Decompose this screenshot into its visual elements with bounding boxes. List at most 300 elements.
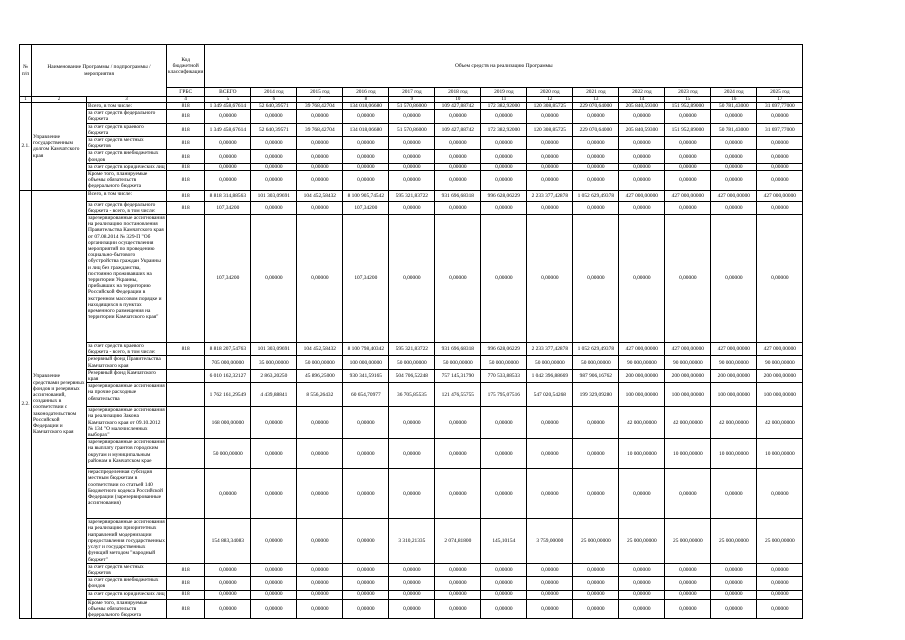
value-cell: 0,00000 — [527, 469, 573, 519]
value-cell: 1 042 396,88669 — [527, 369, 573, 382]
value-cell: 25 000,00000 — [619, 519, 665, 563]
value-cell: 0,00000 — [343, 407, 389, 439]
value-cell: 3 759,00000 — [527, 519, 573, 563]
value-cell: 134 018,06680 — [343, 123, 389, 136]
value-cell: 0,00000 — [205, 110, 251, 123]
column-number: 14 — [619, 97, 665, 103]
value-cell: 0,00000 — [665, 563, 711, 576]
value-cell: 0,00000 — [297, 150, 343, 163]
value-cell: 0,00000 — [435, 150, 481, 163]
section-2-2-row — [20, 563, 803, 576]
value-cell: 0,00000 — [297, 563, 343, 576]
row-grbs: 818 — [167, 137, 205, 150]
value-cell: 0,00000 — [297, 519, 343, 563]
value-cell: 0,00000 — [757, 137, 803, 150]
row-grbs — [167, 519, 205, 563]
value-cell: 427 000,00000 — [711, 343, 757, 356]
section-2-1-row — [20, 150, 803, 163]
value-cell: 427 000,00000 — [619, 343, 665, 356]
value-cell: 0,00000 — [435, 577, 481, 590]
value-cell: 0,00000 — [435, 407, 481, 439]
value-cell: 120 308,85725 — [527, 103, 573, 110]
row-grbs — [167, 215, 205, 343]
value-cell: 0,00000 — [527, 137, 573, 150]
value-cell: 0,00000 — [389, 110, 435, 123]
section-2-2-row — [20, 369, 803, 382]
section-2-2-row — [20, 215, 803, 343]
value-cell: 154 883,34083 — [205, 519, 251, 563]
section-2-1-row — [20, 137, 803, 150]
section-2-2-number: 2.2. — [20, 190, 32, 618]
value-cell: 930 341,59165 — [343, 369, 389, 382]
section-2-1-row — [20, 123, 803, 136]
value-cell: 172 382,92000 — [481, 103, 527, 110]
value-cell: 0,00000 — [389, 590, 435, 599]
value-cell: 0,00000 — [757, 590, 803, 599]
value-cell: 427 000,00000 — [757, 190, 803, 201]
value-cell: 0,00000 — [757, 215, 803, 343]
value-cell: 0,00000 — [527, 407, 573, 439]
value-cell: 4 439,88841 — [251, 383, 297, 407]
value-cell: 996 628,06229 — [481, 190, 527, 201]
value-cell: 109 427,88742 — [435, 103, 481, 110]
value-cell: 0,00000 — [251, 137, 297, 150]
value-cell: 25 000,00000 — [665, 519, 711, 563]
value-cell: 0,00000 — [573, 215, 619, 343]
value-cell: 0,00000 — [481, 171, 527, 191]
value-cell: 0,00000 — [619, 577, 665, 590]
value-cell: 987 906,16762 — [573, 369, 619, 382]
value-cell: 60 654,70977 — [343, 383, 389, 407]
row-grbs — [167, 369, 205, 382]
value-cell: 0,00000 — [573, 137, 619, 150]
column-number: 5 — [205, 97, 251, 103]
value-cell: 3 310,21335 — [389, 519, 435, 563]
value-cell: 104 452,58432 — [297, 190, 343, 201]
value-cell: 0,00000 — [619, 163, 665, 170]
row-description: резервный фонд Правительства Камчатского края — [87, 356, 167, 369]
value-cell: 0,00000 — [297, 163, 343, 170]
column-number: 7 — [297, 97, 343, 103]
section-2-2-organization: Управление средствами резервных фондов и резервных ассигнований, созданных в соответствии с законодательством Российской Федерации и Камчатского края — [32, 190, 87, 618]
value-cell: 0,00000 — [205, 163, 251, 170]
value-cell: 0,00000 — [297, 137, 343, 150]
value-cell: 0,00000 — [665, 590, 711, 599]
value-cell: 0,00000 — [527, 150, 573, 163]
value-cell: 8 100 905,74542 — [343, 190, 389, 201]
value-cell: 0,00000 — [711, 469, 757, 519]
row-description: Кроме того, планируемые объемы обязательств федерального бюджета — [87, 599, 167, 619]
row-grbs: 818 — [167, 201, 205, 214]
column-number: 13 — [573, 97, 619, 103]
section-2-1-organization: Управление государственным долгом Камчатского края — [32, 103, 87, 191]
row-description: за счет средств внебюджетных фондов — [87, 577, 167, 590]
value-cell: 151 952,89000 — [665, 103, 711, 110]
value-cell: 0,00000 — [297, 439, 343, 469]
header-name: Наименование Программы / подпрограммы / мероприятия — [32, 45, 167, 97]
value-cell: 0,00000 — [389, 577, 435, 590]
value-cell: 0,00000 — [481, 163, 527, 170]
column-number: 8 — [343, 97, 389, 103]
row-description: Кроме того, планируемые объемы обязательств федерального бюджета — [87, 171, 167, 191]
value-cell: 0,00000 — [757, 150, 803, 163]
year-header: 2024 год — [711, 88, 757, 97]
value-cell: 0,00000 — [205, 599, 251, 619]
value-cell: 200 000,00000 — [711, 369, 757, 382]
value-cell: 0,00000 — [343, 110, 389, 123]
value-cell: 0,00000 — [757, 577, 803, 590]
value-cell: 427 000,00000 — [757, 343, 803, 356]
column-number: 9 — [389, 97, 435, 103]
value-cell: 100 000,00000 — [343, 356, 389, 369]
value-cell: 0,00000 — [205, 137, 251, 150]
value-cell: 0,00000 — [711, 563, 757, 576]
value-cell: 8 818 207,54763 — [205, 343, 251, 356]
value-cell: 0,00000 — [527, 215, 573, 343]
value-cell: 0,00000 — [573, 201, 619, 214]
value-cell: 0,00000 — [251, 150, 297, 163]
value-cell: 0,00000 — [573, 110, 619, 123]
value-cell: 0,00000 — [711, 201, 757, 214]
value-cell: 0,00000 — [711, 599, 757, 619]
value-cell: 0,00000 — [527, 590, 573, 599]
value-cell: 205 840,59300 — [619, 103, 665, 110]
year-header: 2020 год — [527, 88, 573, 97]
section-2-1-row — [20, 171, 803, 191]
value-cell: 757 145,31790 — [435, 369, 481, 382]
value-cell: 0,00000 — [251, 577, 297, 590]
value-cell: 996 628,06229 — [481, 343, 527, 356]
row-grbs: 818 — [167, 123, 205, 136]
value-cell: 200 000,00000 — [665, 369, 711, 382]
value-cell: 0,00000 — [665, 171, 711, 191]
value-cell: 0,00000 — [527, 110, 573, 123]
value-cell: 0,00000 — [665, 137, 711, 150]
value-cell: 0,00000 — [251, 590, 297, 599]
year-header: 2015 год — [297, 88, 343, 97]
value-cell: 0,00000 — [527, 201, 573, 214]
row-grbs — [167, 469, 205, 519]
value-cell: 0,00000 — [297, 407, 343, 439]
section-2-1-row — [20, 103, 803, 110]
program-funding-table — [19, 44, 803, 619]
row-description: за счет средств внебюджетных фондов — [87, 150, 167, 163]
column-number: 15 — [665, 97, 711, 103]
value-cell: 0,00000 — [619, 563, 665, 576]
value-cell: 0,00000 — [711, 137, 757, 150]
value-cell: 0,00000 — [573, 150, 619, 163]
value-cell: 35 000,00000 — [251, 356, 297, 369]
value-cell: 107,34200 — [343, 215, 389, 343]
value-cell: 0,00000 — [481, 150, 527, 163]
row-description: зарезервированные ассигнования на прочие расходные обязательства — [87, 383, 167, 407]
value-cell: 504 706,52248 — [389, 369, 435, 382]
value-cell: 0,00000 — [665, 599, 711, 619]
value-cell: 0,00000 — [711, 215, 757, 343]
value-cell: 10 000,00000 — [665, 439, 711, 469]
value-cell: 0,00000 — [343, 599, 389, 619]
value-cell: 0,00000 — [343, 137, 389, 150]
year-header: 2016 год — [343, 88, 389, 97]
value-cell: 51 570,86000 — [389, 103, 435, 110]
value-cell: 0,00000 — [251, 110, 297, 123]
row-description: за счет средств юридических лиц — [87, 590, 167, 599]
row-grbs — [167, 383, 205, 407]
value-cell: 0,00000 — [573, 577, 619, 590]
value-cell: 107,34200 — [343, 201, 389, 214]
value-cell: 31 697,77000 — [757, 123, 803, 136]
value-cell: 6 010 162,32127 — [205, 369, 251, 382]
year-header: 2017 год — [389, 88, 435, 97]
value-cell: 0,00000 — [573, 590, 619, 599]
value-cell: 0,00000 — [757, 201, 803, 214]
value-cell: 0,00000 — [481, 201, 527, 214]
value-cell: 0,00000 — [435, 137, 481, 150]
value-cell: 0,00000 — [665, 201, 711, 214]
year-header: 2022 год — [619, 88, 665, 97]
value-cell: 50 000,00000 — [573, 356, 619, 369]
value-cell: 0,00000 — [527, 563, 573, 576]
value-cell: 0,00000 — [251, 215, 297, 343]
value-cell: 0,00000 — [573, 439, 619, 469]
value-cell: 0,00000 — [205, 577, 251, 590]
section-2-2-row — [20, 599, 803, 619]
value-cell: 1 349 458,67614 — [205, 123, 251, 136]
value-cell: 90 000,00000 — [619, 356, 665, 369]
value-cell: 200 000,00000 — [619, 369, 665, 382]
value-cell: 25 000,00000 — [573, 519, 619, 563]
value-cell: 0,00000 — [665, 215, 711, 343]
value-cell: 229 070,64000 — [573, 123, 619, 136]
section-2-1-row — [20, 110, 803, 123]
value-cell: 427 000,00000 — [711, 190, 757, 201]
value-cell: 0,00000 — [619, 150, 665, 163]
value-cell: 0,00000 — [389, 599, 435, 619]
value-cell: 107,34200 — [205, 201, 251, 214]
value-cell: 0,00000 — [481, 407, 527, 439]
value-cell: 0,00000 — [435, 163, 481, 170]
value-cell: 175 795,07516 — [481, 383, 527, 407]
value-cell: 0,00000 — [251, 407, 297, 439]
value-cell: 0,00000 — [711, 590, 757, 599]
column-number: 17 — [757, 97, 803, 103]
value-cell: 0,00000 — [205, 150, 251, 163]
value-cell: 0,00000 — [251, 599, 297, 619]
value-cell: 0,00000 — [573, 599, 619, 619]
row-description: за счет средств юридических лиц — [88, 163, 165, 170]
value-cell: 0,00000 — [711, 577, 757, 590]
value-cell: 0,00000 — [435, 171, 481, 191]
value-cell: 0,00000 — [481, 577, 527, 590]
value-cell: 151 952,89000 — [665, 123, 711, 136]
value-cell: 0,00000 — [573, 563, 619, 576]
value-cell: 0,00000 — [711, 163, 757, 170]
value-cell: 101 303,09691 — [251, 343, 297, 356]
column-number: 3 — [87, 97, 167, 103]
value-cell: 50 000,00000 — [435, 356, 481, 369]
value-cell: 0,00000 — [297, 577, 343, 590]
value-cell: 0,00000 — [297, 469, 343, 519]
value-cell: 427 000,00000 — [665, 343, 711, 356]
value-cell: 25 000,00000 — [757, 519, 803, 563]
value-cell: 0,00000 — [343, 163, 389, 170]
value-cell: 0,00000 — [527, 171, 573, 191]
value-cell: 0,00000 — [389, 163, 435, 170]
header-volume: Объем средств на реализацию Программы — [205, 45, 803, 88]
value-cell: 2 233 377,42878 — [527, 343, 573, 356]
value-cell: 10 000,00000 — [711, 439, 757, 469]
value-cell: 42 000,00000 — [711, 407, 757, 439]
row-description: за счет средств краевого бюджета — [87, 123, 167, 136]
column-number: 4 — [167, 97, 205, 103]
value-cell: 0,00000 — [619, 171, 665, 191]
value-cell: 427 000,00000 — [619, 190, 665, 201]
row-grbs: 818 — [167, 103, 205, 110]
value-cell: 0,00000 — [343, 590, 389, 599]
row-description: зарезервированные ассигнования на реализацию Закона Камчатского края от 09.10.2012 № 134 "О малочисленных выборах" — [88, 407, 165, 439]
value-cell: 0,00000 — [435, 201, 481, 214]
value-cell: 0,00000 — [619, 137, 665, 150]
value-cell: 0,00000 — [619, 599, 665, 619]
value-cell: 8 556,26432 — [297, 383, 343, 407]
value-cell: 100 000,00000 — [711, 383, 757, 407]
value-cell: 0,00000 — [481, 215, 527, 343]
value-cell: 0,00000 — [711, 171, 757, 191]
row-grbs: 818 — [167, 190, 205, 201]
value-cell: 0,00000 — [757, 469, 803, 519]
column-number: 1 — [20, 97, 32, 103]
value-cell: 205 840,59300 — [619, 123, 665, 136]
value-cell: 0,00000 — [435, 469, 481, 519]
value-cell: 595 321,83722 — [389, 343, 435, 356]
section-2-1-row — [20, 163, 803, 170]
value-cell: 595 321,83722 — [389, 190, 435, 201]
value-cell: 0,00000 — [481, 439, 527, 469]
value-cell: 0,00000 — [251, 163, 297, 170]
value-cell: 0,00000 — [389, 469, 435, 519]
value-cell: 100 000,00000 — [619, 383, 665, 407]
value-cell: 0,00000 — [573, 163, 619, 170]
value-cell: 90 000,00000 — [757, 356, 803, 369]
value-cell: 50 000,00000 — [205, 439, 251, 469]
value-cell: 0,00000 — [711, 150, 757, 163]
section-2-2-row — [20, 343, 803, 356]
value-cell: 0,00000 — [389, 171, 435, 191]
value-cell: 39 768,42704 — [297, 123, 343, 136]
value-cell: 0,00000 — [481, 469, 527, 519]
value-cell: 0,00000 — [389, 563, 435, 576]
year-header: 2021 год — [573, 88, 619, 97]
value-cell: 0,00000 — [389, 201, 435, 214]
value-cell: 2 863,20250 — [251, 369, 297, 382]
section-2-2-row — [20, 577, 803, 590]
row-grbs: 818 — [167, 343, 205, 356]
value-cell: 0,00000 — [343, 519, 389, 563]
header-grbs: ГРБС — [167, 88, 205, 97]
value-cell: 8 818 314,88563 — [205, 190, 251, 201]
value-cell: 427 000,00000 — [665, 190, 711, 201]
header-number: № п/п — [20, 45, 32, 97]
value-cell: 8 100 798,40342 — [343, 343, 389, 356]
section-2-2-row — [20, 383, 803, 407]
value-cell: 0,00000 — [205, 171, 251, 191]
row-grbs: 818 — [167, 150, 205, 163]
header-total: ВСЕГО — [205, 88, 251, 97]
value-cell: 0,00000 — [573, 171, 619, 191]
section-2-2-row — [20, 356, 803, 369]
header-budget-code: Код бюджетной классификации — [167, 45, 205, 88]
value-cell: 0,00000 — [251, 469, 297, 519]
column-number: 6 — [251, 97, 297, 103]
section-2-2-row — [20, 201, 803, 214]
value-cell: 705 000,00000 — [205, 356, 251, 369]
value-cell: 0,00000 — [527, 163, 573, 170]
value-cell: 1 349 458,67614 — [205, 103, 251, 110]
value-cell: 0,00000 — [343, 469, 389, 519]
value-cell: 0,00000 — [251, 201, 297, 214]
row-grbs — [167, 407, 205, 439]
value-cell: 1 052 629,49378 — [573, 343, 619, 356]
value-cell: 52 640,39571 — [251, 103, 297, 110]
value-cell: 0,00000 — [297, 110, 343, 123]
value-cell: 145,10154 — [481, 519, 527, 563]
value-cell: 0,00000 — [711, 110, 757, 123]
value-cell: 0,00000 — [481, 563, 527, 576]
value-cell: 172 382,92000 — [481, 123, 527, 136]
row-grbs: 818 — [167, 171, 205, 191]
year-header: 2014 год — [251, 88, 297, 97]
value-cell: 134 018,06680 — [343, 103, 389, 110]
value-cell: 0,00000 — [435, 215, 481, 343]
value-cell: 2 074,81800 — [435, 519, 481, 563]
row-grbs — [167, 439, 205, 469]
value-cell: 50 000,00000 — [481, 356, 527, 369]
value-cell: 101 303,09691 — [251, 190, 297, 201]
value-cell: 0,00000 — [389, 439, 435, 469]
row-grbs: 818 — [167, 110, 205, 123]
value-cell: 109 427,88742 — [435, 123, 481, 136]
row-grbs: 818 — [167, 577, 205, 590]
column-number: 11 — [481, 97, 527, 103]
value-cell: 50 781,43000 — [711, 103, 757, 110]
value-cell: 52 640,39571 — [251, 123, 297, 136]
value-cell: 0,00000 — [527, 439, 573, 469]
value-cell: 0,00000 — [573, 407, 619, 439]
value-cell: 0,00000 — [343, 171, 389, 191]
value-cell: 199 329,09280 — [573, 383, 619, 407]
value-cell: 0,00000 — [619, 110, 665, 123]
value-cell: 0,00000 — [389, 215, 435, 343]
value-cell: 0,00000 — [343, 563, 389, 576]
column-number: 12 — [527, 97, 573, 103]
section-2-2-row — [20, 190, 803, 201]
row-description: за счет средств федерального бюджета - всего, в том числе: — [87, 201, 167, 214]
value-cell: 229 070,64000 — [573, 103, 619, 110]
value-cell: 0,00000 — [251, 171, 297, 191]
value-cell: 0,00000 — [251, 519, 297, 563]
value-cell: 42 000,00000 — [757, 407, 803, 439]
value-cell: 31 697,77000 — [757, 103, 803, 110]
value-cell: 39 768,42704 — [297, 103, 343, 110]
column-number: 2 — [32, 97, 87, 103]
row-grbs: 818 — [167, 599, 205, 619]
value-cell: 42 000,00000 — [619, 407, 665, 439]
value-cell: 0,00000 — [619, 590, 665, 599]
year-header: 2025 год — [757, 88, 803, 97]
value-cell: 0,00000 — [297, 201, 343, 214]
section-2-2-row — [20, 469, 803, 519]
section-2-2-row — [20, 519, 803, 563]
